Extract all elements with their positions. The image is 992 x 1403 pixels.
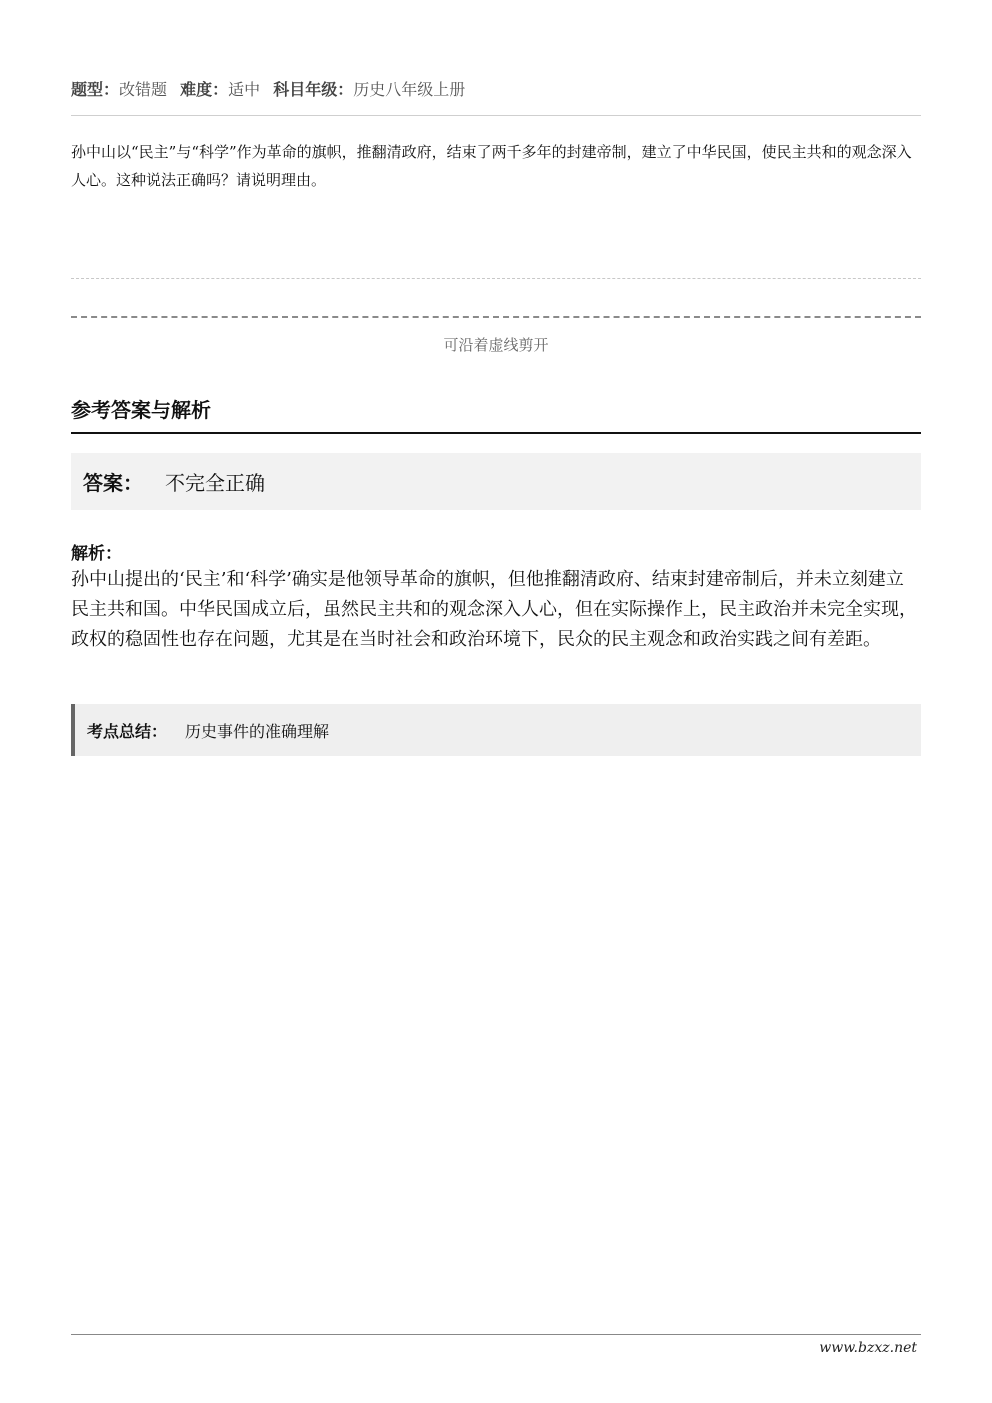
cut-line-dashed xyxy=(71,316,921,318)
footer-divider xyxy=(71,1334,921,1335)
difficulty-value: 适中 xyxy=(228,80,261,99)
answer-label: 答案： xyxy=(83,471,143,495)
footer-site-url: www.bzxz.net xyxy=(819,1340,917,1356)
difficulty-label: 难度： xyxy=(180,80,229,99)
key-point-label: 考点总结： xyxy=(87,721,168,741)
question-text: 孙中山以“民主”与“科学”作为革命的旗帜，推翻清政府，结束了两千多年的封建帝制，建立了中华民国，使民主共和的观念深入人心。这种说法正确吗？请说明理由。 xyxy=(71,143,912,189)
analysis-label: 解析： xyxy=(71,544,122,564)
analysis-text: 孙中山提出的‘民主’和‘科学’确实是他领导革命的旗帜，但他推翻清政府、结束封建帝制后，并未立刻建立民主共和国。中华民国成立后，虽然民主共和的观念深入人心，但在实际操作上，民主政治并未完全实现，政权的稳固性也存在问题，尤其是在当时社会和政治环境下，民众的民主观念和政治实践之间有差距。 xyxy=(71,569,917,650)
cut-hint: 可沿着虚线剪开 xyxy=(443,336,549,354)
meta-divider xyxy=(71,115,921,116)
type-label: 题型： xyxy=(71,80,120,99)
section-title: 参考答案与解析 xyxy=(71,394,921,434)
document-page xyxy=(71,0,921,1403)
type-value: 改错题 xyxy=(119,80,168,99)
subject-value: 历史八年级上册 xyxy=(353,80,466,99)
answer-box xyxy=(71,453,921,510)
subject-label: 科目年级： xyxy=(273,80,354,99)
answer-line-dashed xyxy=(71,278,921,279)
key-point-box xyxy=(71,704,921,756)
question-meta xyxy=(71,77,473,100)
answer-value: 不完全正确 xyxy=(165,471,265,495)
key-point-value: 历史事件的准确理解 xyxy=(185,721,330,741)
